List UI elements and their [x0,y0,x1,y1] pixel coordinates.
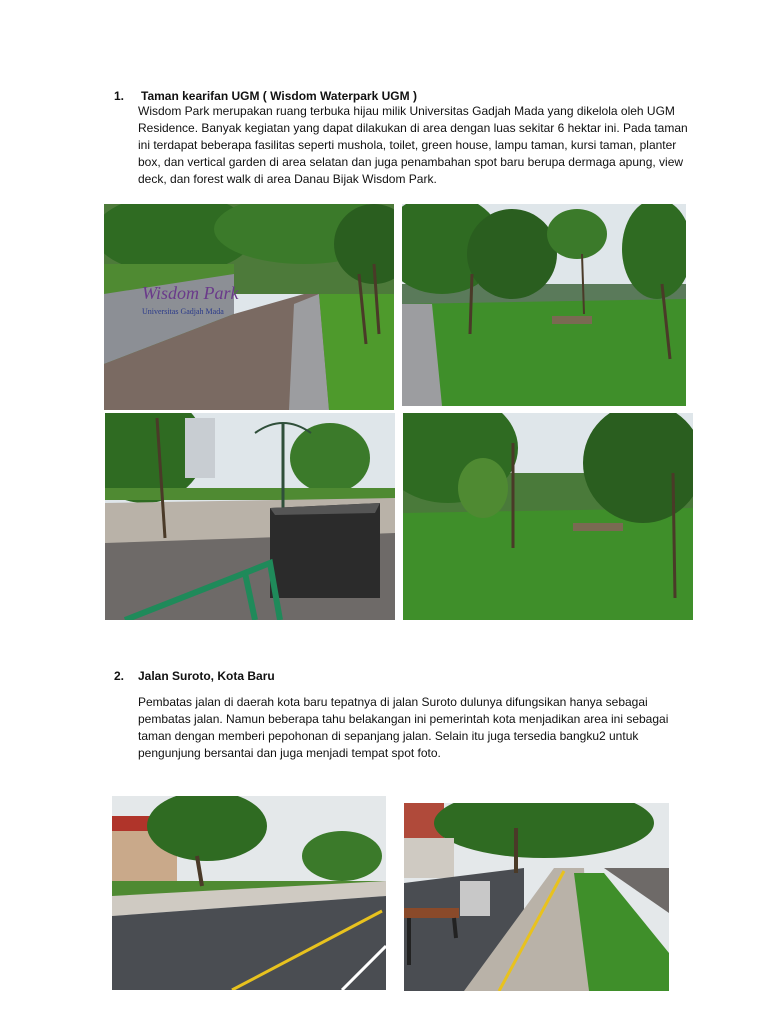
wisdom-park-sign-subtext: Universitas Gadjah Mada [142,307,224,316]
section-1-title: Taman kearifan UGM ( Wisdom Waterpark UGM ) [141,89,417,103]
section-2-number: 2. [114,669,125,683]
section-2-line: pengunjung bersantai dan juga menjadi tempat spot foto. [138,746,441,760]
wisdom-park-sign-text: Wisdom Park [142,283,239,303]
photo-suroto-road [112,796,386,990]
section-2-line: taman dengan memberi pepohonan di sepanjang jalan. Selain itu juga tersedia bangku2 untuk [138,729,639,743]
photo-suroto-benches [404,803,669,991]
section-1-number: 1. [114,89,125,103]
section-1-line: deck, dan forest walk di area Danau Bijak Wisdom Park. [138,172,437,186]
section-1-line: ini terdapat beberapa fasilitas seperti mushola, toilet, green house, lampu taman, kursi taman, planter [138,138,677,152]
section-2-line: pembatas jalan. Namun beberapa tahu belakangan ini pemerintah kota menjadikan area ini sebagai [138,712,669,726]
section-2-line: Pembatas jalan di daerah kota baru tepatnya di jalan Suroto dulunya difungsikan hanya sebagai [138,695,648,709]
section-2-paragraph [138,694,668,762]
photo-park-lawn-trees [402,204,686,406]
section-2-title: Jalan Suroto, Kota Baru [138,669,275,683]
photo-open-lawn [403,413,693,620]
section-1-line: box, dan vertical garden di area selatan dan juga penambahan spot baru berupa dermaga apung, view [138,155,684,169]
section-1-paragraph [138,103,688,188]
section-1-line: Residence. Banyak kegiatan yang dapat dilakukan di area dengan luas sekitar 6 hektar ini. Pada taman [138,121,688,135]
photo-lamp-gabion-rail [105,413,395,620]
section-1-line: Wisdom Park merupakan ruang terbuka hijau milik Universitas Gadjah Mada yang dikelola oleh UGM [138,104,675,118]
photo-wisdom-park-sign [104,204,394,410]
